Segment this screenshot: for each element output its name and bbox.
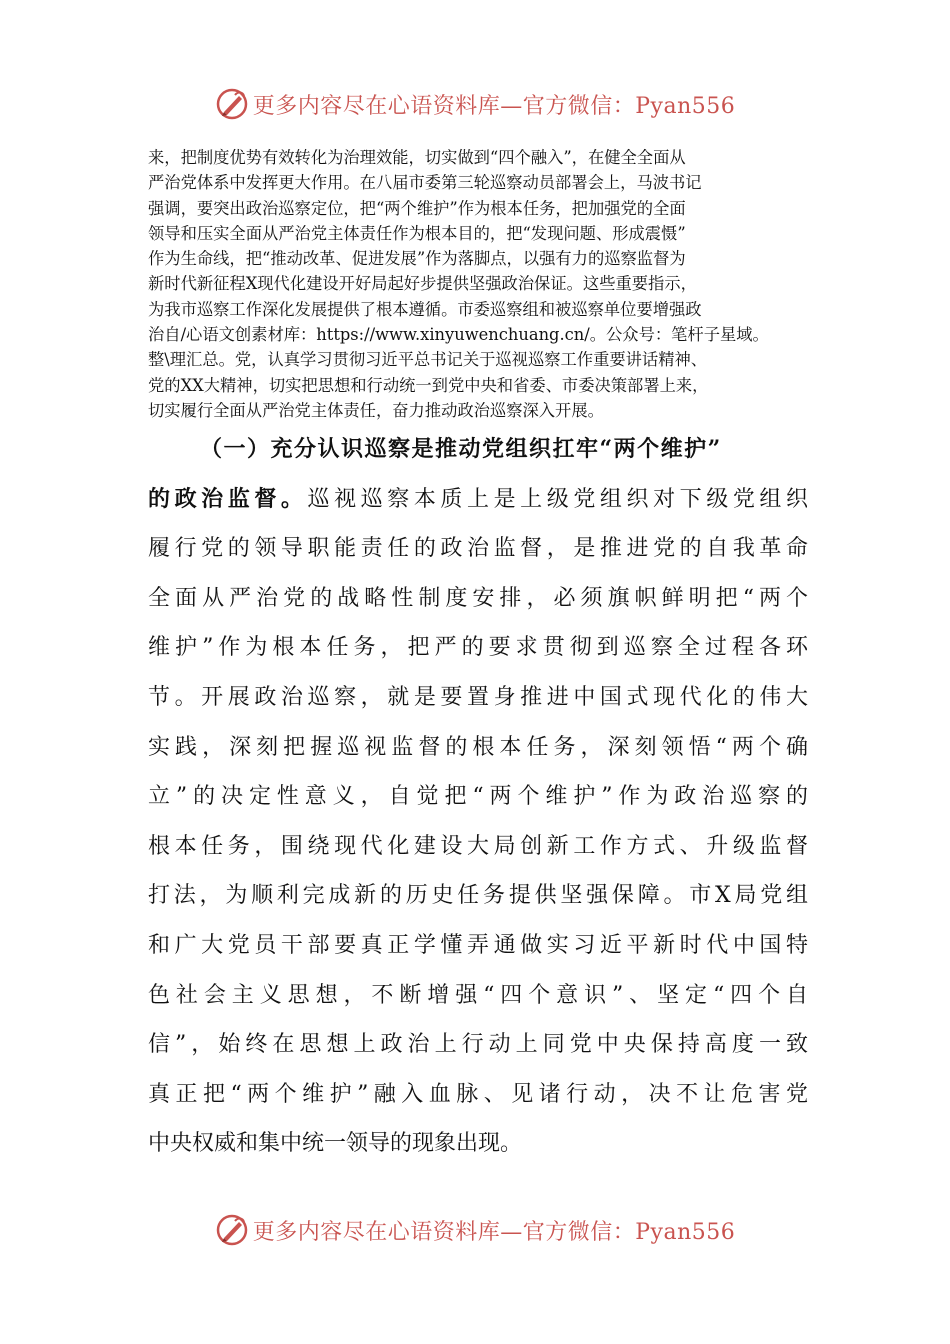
body-line: 节。开展政治巡察，就是要置身推进中国式现代化的伟大 bbox=[148, 684, 808, 710]
body-line: 全面从严治党的战略性制度安排，必须旗帜鲜明把“两个 bbox=[148, 585, 808, 611]
header-banner bbox=[0, 84, 950, 124]
body-line: 立”的决定性意义，自觉把“两个维护”作为政治巡察的 bbox=[148, 784, 808, 810]
section-one bbox=[148, 425, 808, 1169]
body-line: 和广大党员干部要真正学懂弄通做实习近平新时代中国特 bbox=[148, 932, 808, 958]
body-line: 实践，深刻把握巡视监督的根本任务，深刻领悟“两个确 bbox=[148, 734, 808, 760]
intro-line: 新时代新征程X现代化建设开好局起好步提供坚强政治保证。这些重要指示， bbox=[148, 274, 697, 294]
banner-text: 更多内容尽在心语资料库—官方微信：Pyan556 bbox=[252, 93, 736, 119]
body-line: 真正把“两个维护”融入血脉、见诸行动，决不让危害党 bbox=[148, 1081, 808, 1107]
intro-line: 党的XX大精神，切实把思想和行动统一到党中央和省委、市委决策部署上来， bbox=[148, 375, 709, 395]
body-line: 色社会主义思想，不断增强“四个意识”、坚定“四个自 bbox=[148, 982, 808, 1008]
intro-line: 来，把制度优势有效转化为治理效能，切实做到“四个融入”，在健全全面从 bbox=[148, 148, 686, 167]
section-heading: （一）充分认识巡察是推动党组织扛牢“两个维护” bbox=[200, 436, 722, 462]
intro-line: 领导和压实全面从严治党主体责任作为根本目的，把“发现问题、形成震慑” bbox=[148, 223, 686, 243]
footer-banner bbox=[0, 1210, 950, 1250]
intro-paragraph bbox=[148, 145, 808, 423]
body-line: 根本任务，围绕现代化建设大局创新工作方式、升级监督 bbox=[148, 833, 808, 859]
intro-line: 为我市巡察工作深化发展提供了根本遵循。市委巡察组和被巡察单位要增强政 bbox=[148, 299, 702, 319]
body-line: 维护”作为根本任务，把严的要求贯彻到巡察全过程各环 bbox=[148, 635, 808, 661]
intro-line: 切实履行全面从严治党主体责任，奋力推动政治巡察深入开展。 bbox=[148, 400, 604, 420]
intro-line: 严治党体系中发挥更大作用。在八届市委第三轮巡察动员部署会上，马波书记 bbox=[148, 173, 702, 193]
body-line: 履行党的领导职能责任的政治监督，是推进党的自我革命 bbox=[148, 536, 808, 562]
banner-text: 更多内容尽在心语资料库—官方微信：Pyan556 bbox=[252, 1219, 736, 1245]
intro-line: 强调，要突出政治巡察定位，把“两个维护”作为根本任务，把加强党的全面 bbox=[148, 198, 686, 218]
section-body-start: 巡视巡察本质上是上级党组织对下级党组织 bbox=[307, 486, 808, 512]
pen-brush-logo-icon bbox=[215, 1213, 249, 1247]
intro-line: 作为生命线，把“推动改革、促进发展”作为落脚点，以强有力的巡察监督为 bbox=[148, 249, 686, 269]
body-line: 中央权威和集中统一领导的现象出现。 bbox=[148, 1131, 523, 1157]
body-line: 信”，始终在思想上政治上行动上同党中央保持高度一致 bbox=[148, 1032, 808, 1058]
section-heading-continuation bbox=[148, 475, 808, 525]
intro-line: 整\理汇总。党，认真学习贯彻习近平总书记关于巡视巡察工作重要讲话精神、 bbox=[148, 350, 708, 370]
pen-brush-logo-icon bbox=[215, 87, 249, 121]
body-line: 打法，为顺利完成新的历史任务提供坚强保障。市X局党组 bbox=[148, 883, 808, 909]
section-heading-end: 的政治监督。 bbox=[148, 485, 308, 512]
intro-line: 治自/心语文创素材库：https://www.xinyuwenchuang.cn/。公众号：笔杆子星域。 bbox=[148, 325, 769, 345]
